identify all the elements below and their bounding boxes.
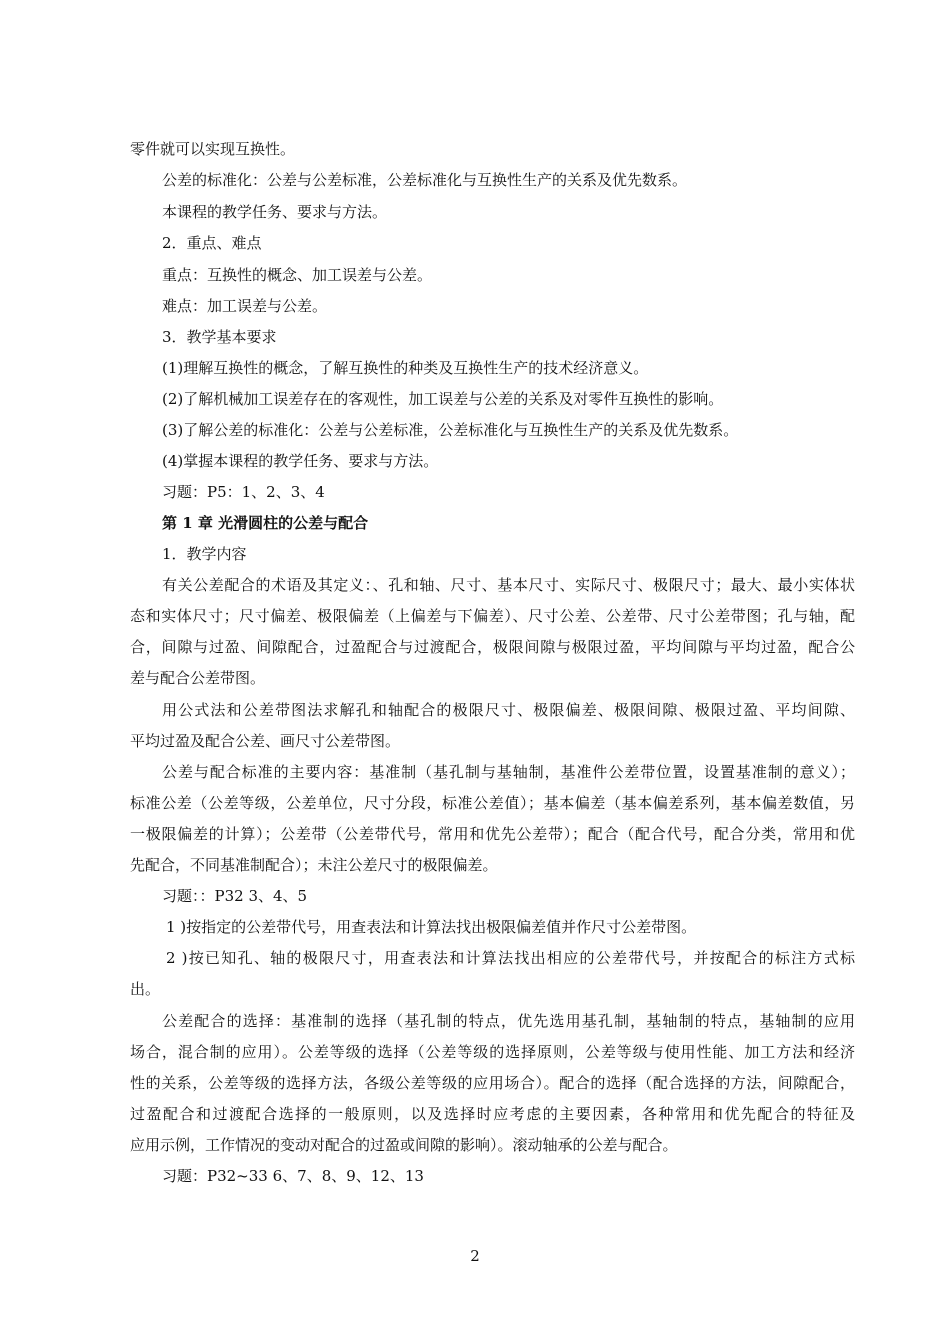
text-line: 公差的标准化：公差与公差标准，公差标准化与互换性生产的关系及优先数系。: [162, 171, 688, 189]
list-item: (2)了解机械加工误差存在的客观性，加工误差与公差的关系及对零件互换性的影响。: [162, 390, 724, 408]
chapter-title: 第 1 章 光滑圆柱的公差与配合: [162, 514, 369, 532]
exercise-line: 习题：：P32 3、4、5: [162, 887, 308, 905]
text-line: 性的关系，公差等级的选择方法，各级公差等级的应用场合）。配合的选择（配合选择的方法，间隙配合，: [130, 1074, 855, 1092]
text-line: 有关公差配合的术语及其定义：、孔和轴、尺寸、基本尺寸、实际尺寸、极限尺寸；最大、最小实体状: [162, 576, 855, 594]
text-line: 合，间隙与过盈、间隙配合，过盈配合与过渡配合，极限间隙与极限过盈，平均间隙与平均过盈，配合公: [130, 638, 855, 656]
page-number: 2: [470, 1247, 480, 1265]
text-line: 公差与配合标准的主要内容：基准制（基孔制与基轴制，基准件公差带位置，设置基准制的意义）；: [162, 763, 855, 781]
list-item: (4)掌握本课程的教学任务、要求与方法。: [162, 452, 439, 470]
text-line: 公差配合的选择：基准制的选择（基孔制的特点，优先选用基孔制，基轴制的特点，基轴制的应用: [162, 1012, 855, 1030]
section-heading: 1．教学内容: [162, 545, 247, 563]
list-item: 2 )按已知孔、轴的极限尺寸，用查表法和计算法找出相应的公差带代号，并按配合的标注方式标: [166, 949, 855, 967]
exercise-line: 习题：P32~33 6、7、8、9、12、13: [162, 1167, 424, 1185]
text-line: 应用示例，工作情况的变动对配合的过盈或间隙的影响）。滚动轴承的公差与配合。: [130, 1136, 678, 1154]
text-line: 先配合，不同基准制配合）；未注公差尺寸的极限偏差。: [130, 856, 498, 874]
list-item: (3)了解公差的标准化：公差与公差标准，公差标准化与互换性生产的关系及优先数系。: [162, 421, 739, 439]
exercise-line: 习题：P5：1、2、3、4: [162, 483, 325, 501]
text-line: 差与配合公差带图。: [130, 669, 266, 687]
list-item: (1)理解互换性的概念，了解互换性的种类及互换性生产的技术经济意义。: [162, 359, 649, 377]
text-line: 标准公差（公差等级，公差单位，尺寸分段，标准公差值）；基本偏差（基本偏差系列，基本偏差数值，另: [130, 794, 855, 812]
text-line: 平均过盈及配合公差、画尺寸公差带图。: [130, 732, 401, 750]
list-item: 1 )按指定的公差带代号，用查表法和计算法找出极限偏差值并作尺寸公差带图。: [166, 918, 697, 936]
text-line: 场合，混合制的应用）。公差等级的选择（公差等级的选择原则，公差等级与使用性能、加工方法和经济: [130, 1043, 855, 1061]
text-line: 本课程的教学任务、要求与方法。: [162, 203, 388, 221]
text-line: 一极限偏差的计算）；公差带（公差带代号，常用和优先公差带）；配合（配合代号，配合分类，常用和优: [130, 825, 855, 843]
text-line: 出。: [130, 980, 161, 998]
text-line: 过盈配合和过渡配合选择的一般原则，以及选择时应考虑的主要因素，各种常用和优先配合的特征及: [130, 1105, 855, 1123]
text-line: 零件就可以实现互换性。: [130, 140, 296, 158]
section-heading: 3．教学基本要求: [162, 328, 277, 346]
section-heading: 2．重点、难点: [162, 234, 262, 252]
text-line: 用公式法和公差带图法求解孔和轴配合的极限尺寸、极限偏差、极限间隙、极限过盈、平均间隙、: [162, 701, 855, 719]
text-line: 态和实体尺寸；尺寸偏差、极限偏差（上偏差与下偏差）、尺寸公差、公差带、尺寸公差带图；孔与轴，配: [130, 607, 855, 625]
text-line: 重点：互换性的概念、加工误差与公差。: [162, 266, 433, 284]
text-line: 难点：加工误差与公差。: [162, 297, 328, 315]
